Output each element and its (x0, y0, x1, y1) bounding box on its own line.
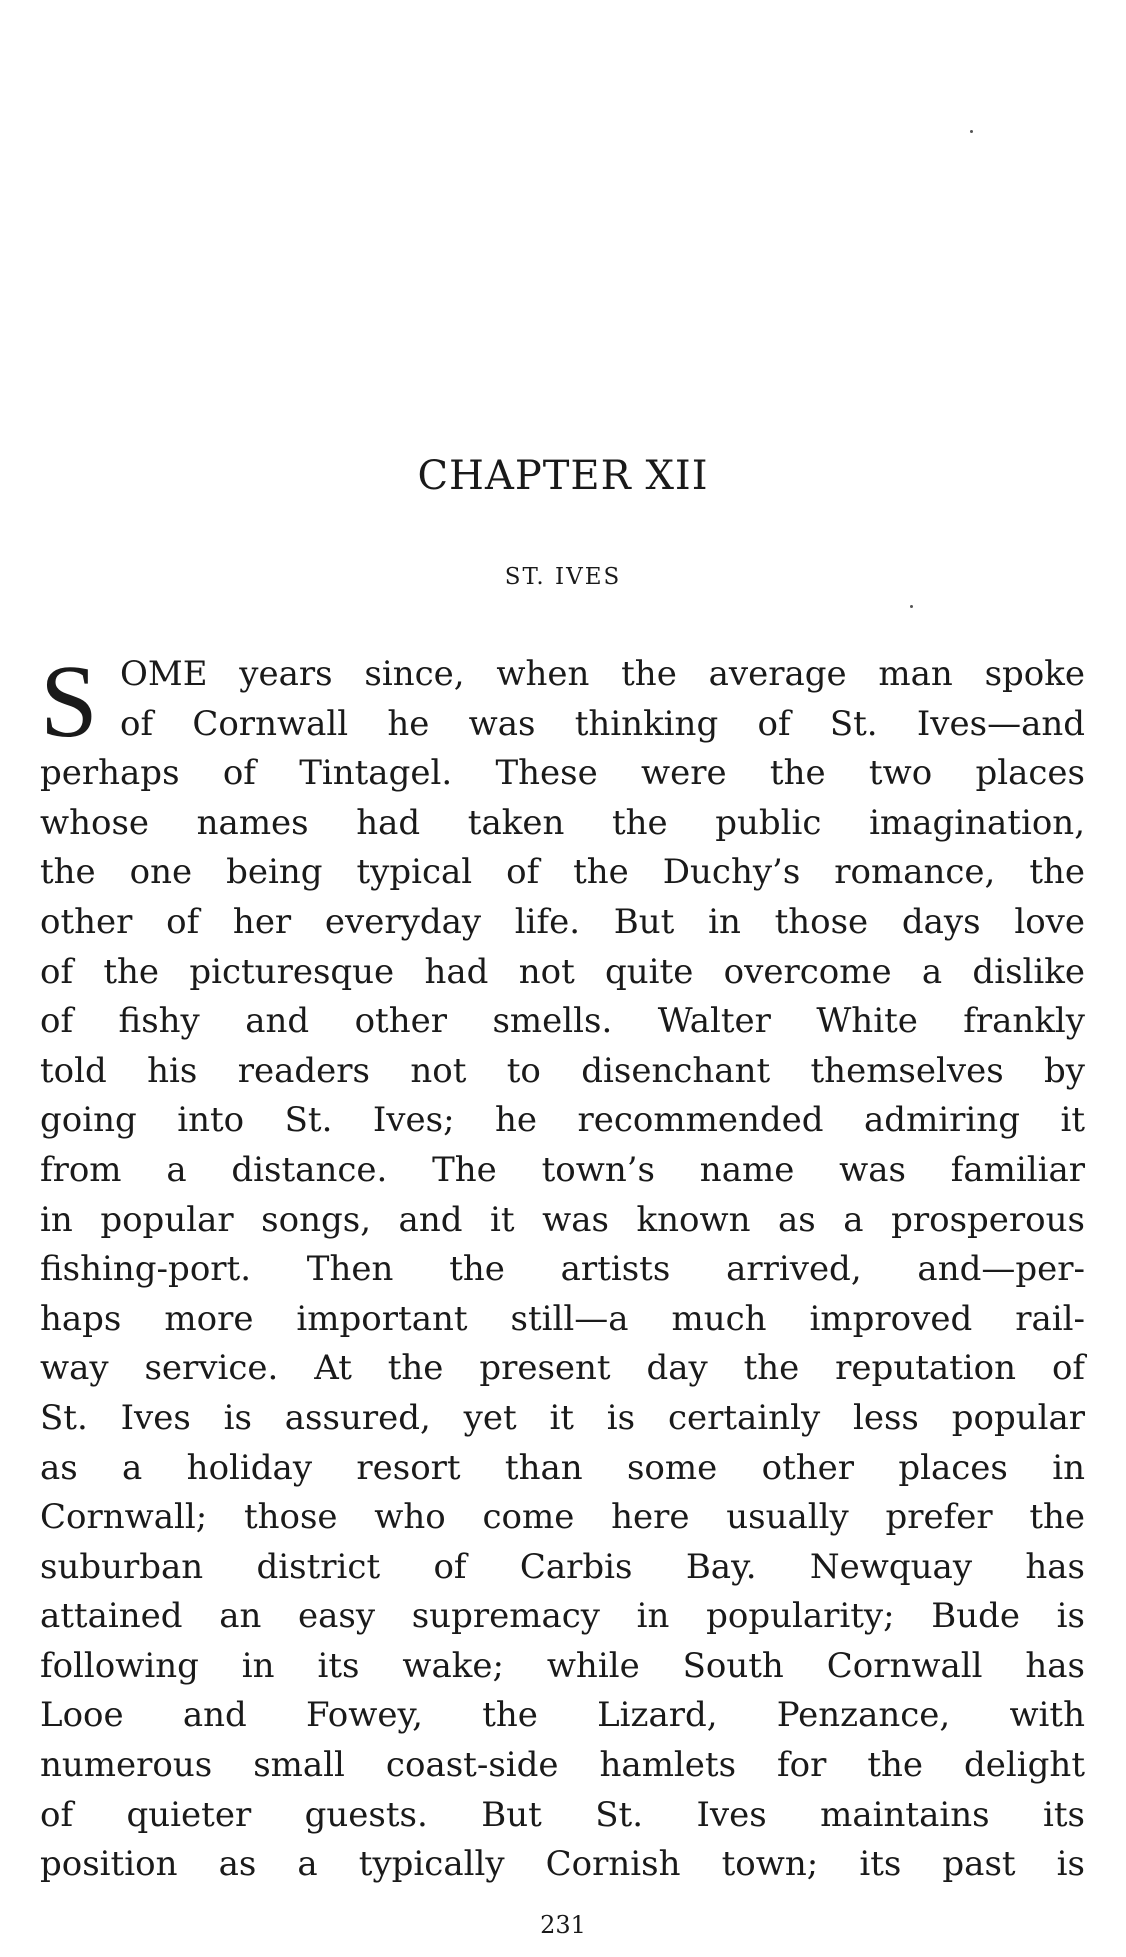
text-line: Looe and Fowey, the Lizard, Penzance, with (40, 1695, 1085, 1736)
print-speck (910, 605, 913, 608)
text-line: fishing-port. Then the artists arrived, and—per- (40, 1249, 1085, 1290)
text-line: going into St. Ives; he recommended admiring it (40, 1100, 1085, 1141)
text-line: of Cornwall he was thinking of St. Ives—and (120, 703, 1085, 744)
text-line: St. Ives is assured, yet it is certainly less popular (40, 1397, 1085, 1438)
text-line: as a holiday resort than some other places in (40, 1447, 1085, 1488)
text-line: way service. At the present day the reputation of (40, 1348, 1085, 1389)
print-speck (970, 130, 973, 133)
text-line: in popular songs, and it was known as a prosperous (40, 1199, 1085, 1240)
text-line: whose names had taken the public imagination, (40, 802, 1085, 843)
text-line: from a distance. The town’s name was familiar (40, 1149, 1085, 1190)
body-paragraph (40, 644, 1085, 1890)
drop-cap: S (40, 644, 98, 759)
text-line: suburban district of Carbis Bay. Newquay has (40, 1546, 1085, 1587)
text-line: of the picturesque had not quite overcome a dislike (40, 951, 1085, 992)
text-line: of fishy and other smells. Walter White frankly (40, 1001, 1085, 1042)
text-line: told his readers not to disenchant themselves by (40, 1050, 1085, 1091)
text-line: numerous small coast-side hamlets for the delight (40, 1745, 1085, 1786)
text-line: haps more important still—a much improved rail- (40, 1298, 1085, 1339)
chapter-title: CHAPTER XII (417, 453, 709, 499)
text-line: Cornwall; those who come here usually prefer the (40, 1497, 1085, 1538)
section-title: ST. IVES (504, 564, 622, 590)
text-line: OME years since, when the average man spoke (120, 654, 1085, 694)
text-line: attained an easy supremacy in popularity; Bude is (40, 1596, 1085, 1637)
page-number: 231 (540, 1911, 586, 1939)
text-line: position as a typically Cornish town; its past is (40, 1844, 1085, 1885)
text-line: the one being typical of the Duchy’s romance, the (40, 852, 1085, 893)
text-line: other of her everyday life. But in those days love (40, 901, 1085, 942)
text-line: following in its wake; while South Cornwall has (40, 1645, 1085, 1686)
text-line: of quieter guests. But St. Ives maintains its (40, 1794, 1085, 1835)
text-line: perhaps of Tintagel. These were the two places (40, 753, 1085, 794)
